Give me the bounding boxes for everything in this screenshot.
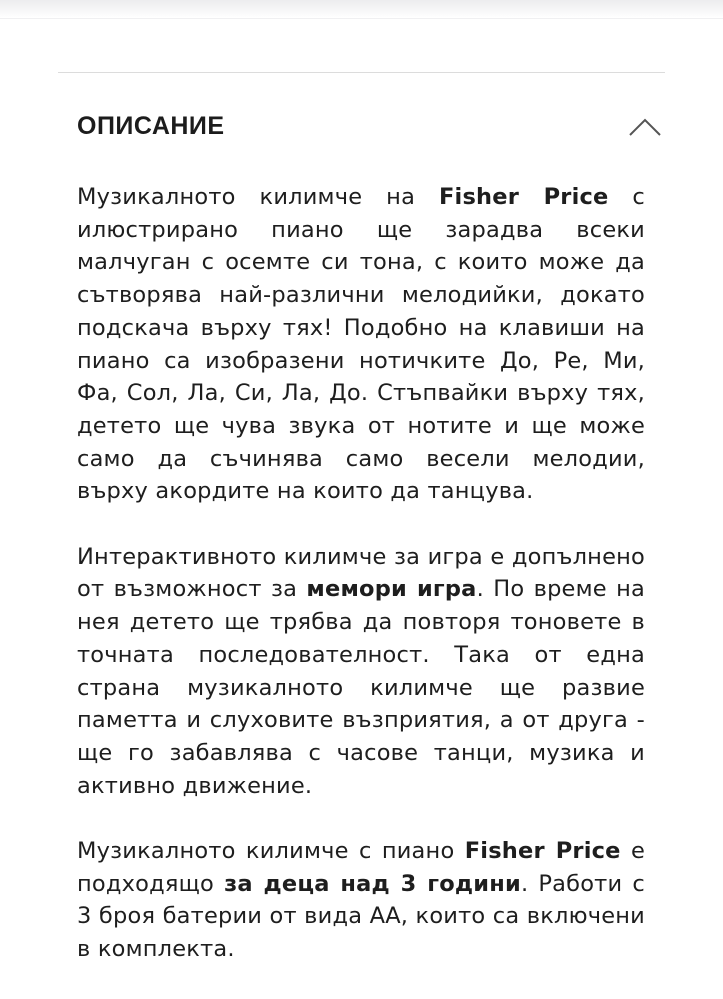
brand-name: Fisher Price	[438, 184, 609, 210]
memory-game-highlight: мемори игра	[306, 576, 477, 603]
age-highlight: за деца над 3 години	[224, 870, 521, 897]
section-divider	[58, 72, 665, 73]
description-paragraph-2: Интерактивното килимче за игра е допълнено от възможност за мемори игра. По време на нея детето ще трябва да повторя тоновете в точната последователност. Така от една страна музикалното килимче ще развие паметта и слуховите възприятия, а от друга - ще го забавлява с часове танци, музика и активно движение.	[77, 543, 645, 799]
chevron-up-icon[interactable]	[628, 116, 662, 138]
description-paragraph-1: Музикалното килимче на Fisher Price с илюстрирано пиано ще зарадва всеки малчуган с осемте си тона, с които може да сътворява най-различни мелодийки, докато подскача върху тях! Подобно на клавиши на пиано са изобразени нотичките До, Ре, Ми, Фа, Сол, Ла, Си, Ла, До. Стъпвайки върху тях, детето ще чува звука от нотите и ще може само да съчинява само весели мелодии, върху акордите на които да танцува.	[77, 184, 645, 505]
section-title: ОПИСАНИЕ	[77, 112, 225, 140]
description-paragraph-3: Музикалното килимче с пиано Fisher Price е подходящо за деца над 3 години. Работи с 3 броя батерии от вида АА, които са включени в комплекта.	[77, 838, 645, 963]
brand-name: Fisher Price	[464, 838, 621, 865]
description-content	[77, 181, 645, 966]
top-bar-shadow	[0, 0, 723, 19]
description-accordion-header[interactable]	[77, 110, 665, 146]
